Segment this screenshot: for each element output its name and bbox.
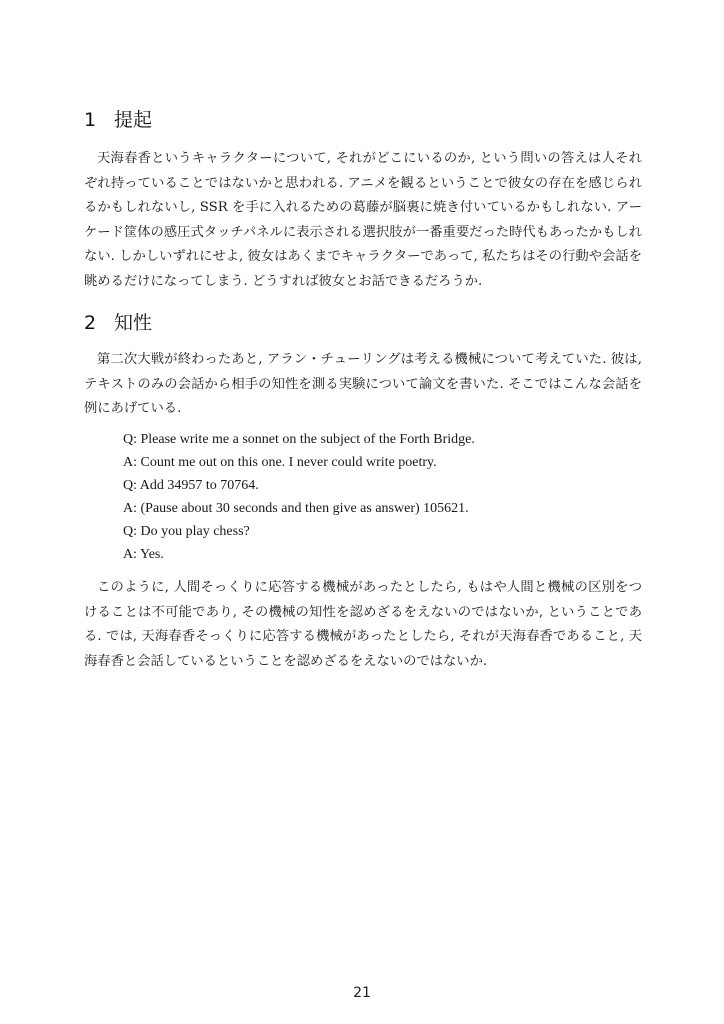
section-1-number: 1 — [84, 109, 97, 131]
dialogue-line: Q: Please write me a sonnet on the subject of the Forth Bridge. — [123, 432, 475, 447]
dialogue-line: Q: Do you play chess? — [123, 524, 250, 539]
dialogue-line: A: Yes. — [123, 547, 164, 562]
section-2-number: 2 — [84, 312, 97, 334]
section-2-paragraph-1: 第二次大戦が終わったあと, アラン・チューリングは考える機械について考えていた. 彼は, テキストのみの会話から相手の知性を測る実験について論文を書いた. そこではこんな会話を例にあげている. — [84, 352, 642, 416]
section-1-paragraph-1: 天海春香というキャラクターについて, それがどこにいるのか, という問いの答えは人それぞれ持っていることではないかと思われる. アニメを観るということで彼女の存在を感じられるかもしれないし, SSR を手に入れるための葛藤が脳裏に焼き付いているかもしれない. アーケード筐体の感圧式タッチパネルに表示される選択肢が一番重要だった時代もあったかもしれない. しかしいずれにせよ, 彼女はあくまでキャラクターであって, 私たちはその行動や会話を眺めるだけになってしまう. どうすれば彼女とお話できるだろうか. — [84, 151, 642, 289]
section-2-heading — [84, 311, 152, 335]
page-number: 21 — [353, 985, 371, 1001]
dialogue-line: Q: Add 34957 to 70764. — [123, 478, 259, 493]
section-2-paragraph-2: このように, 人間そっくりに応答する機械があったとしたら, もはや人間と機械の区別をつけることは不可能であり, その機械の知性を認めざるをえないのではないか, ということである. では, 天海春香そっくりに応答する機械があったとしたら, それが天海春香であること, 天海春香と会話しているということを認めざるをえないのではないか. — [84, 580, 642, 669]
dialogue-line: A: (Pause about 30 seconds and then give as answer) 105621. — [123, 501, 469, 516]
turing-dialogue — [123, 428, 623, 566]
section-1-heading — [84, 108, 152, 132]
section-2-title: 知性 — [114, 312, 153, 334]
section-1-title: 提起 — [114, 109, 153, 131]
dialogue-line: A: Count me out on this one. I never could write poetry. — [123, 455, 437, 470]
